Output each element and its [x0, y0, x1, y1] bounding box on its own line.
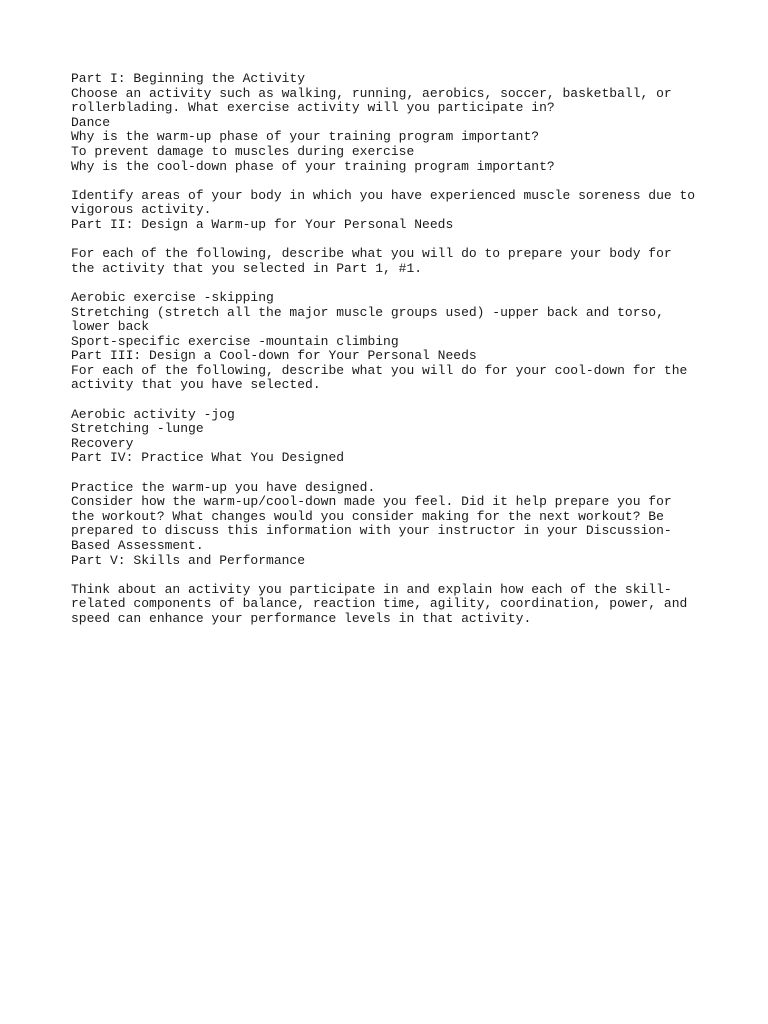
- part1-question-4: Identify areas of your body in which you have experienced muscle soreness due to vigorous activity.: [71, 187, 703, 218]
- part1-answer-2: To prevent damage to muscles during exercise: [71, 143, 415, 159]
- part1-question-3: Why is the cool-down phase of your training program important?: [71, 158, 555, 174]
- part2-item-3: Sport-specific exercise -mountain climbing: [71, 333, 399, 349]
- part1-heading: Part I: Beginning the Activity: [71, 71, 306, 86]
- part3-item-3: Recovery: [71, 435, 134, 451]
- spacer: [71, 174, 696, 189]
- part3-item-2: Stretching -lunge: [71, 421, 204, 437]
- spacer: [71, 393, 696, 408]
- part3-item-1: Aerobic activity -jog: [71, 406, 235, 422]
- spacer: [71, 466, 696, 481]
- spacer: [71, 233, 696, 248]
- part3-heading: Part III: Design a Cool-down for Your Personal Needs: [71, 348, 477, 364]
- part1-question-1: Choose an activity such as walking, running, aerobics, soccer, basketball, or rollerblading. What exercise activity will you participate in?: [71, 85, 680, 116]
- part5-heading: Part V: Skills and Performance: [71, 552, 306, 568]
- spacer: [71, 568, 696, 583]
- document-body: [71, 71, 703, 627]
- part4-heading: Part IV: Practice What You Designed: [71, 450, 345, 466]
- spacer: [71, 276, 696, 291]
- part5-item-1: Think about an activity you participate in and explain how each of the skill-related components of balance, reaction time, agility, coordination, power, and speed can enhance your performance levels in that activity.: [71, 581, 696, 626]
- part2-instructions: For each of the following, describe what you will do to prepare your body for the activity that you selected in Part 1, #1.: [71, 246, 680, 276]
- part2-item-1: Aerobic exercise -skipping: [71, 289, 274, 305]
- part4-item-1: Practice the warm-up you have designed.: [71, 479, 376, 495]
- part4-item-2: Consider how the warm-up/cool-down made you feel. Did it help prepare you for the workout? What changes would you consider making for the next workout? Be prepared to discuss this information with your instructor in your Discussion-Based Assessment.: [71, 494, 680, 553]
- part2-heading: Part II: Design a Warm-up for Your Personal Needs: [71, 216, 454, 232]
- part1-answer-1: Dance: [71, 114, 111, 130]
- part3-instructions: For each of the following, describe what you will do for your cool-down for the activity that you have selected.: [71, 362, 696, 393]
- part1-question-2: Why is the warm-up phase of your training program important?: [71, 129, 540, 145]
- part2-item-2: Stretching (stretch all the major muscle groups used) -upper back and torso, lower back: [71, 304, 672, 335]
